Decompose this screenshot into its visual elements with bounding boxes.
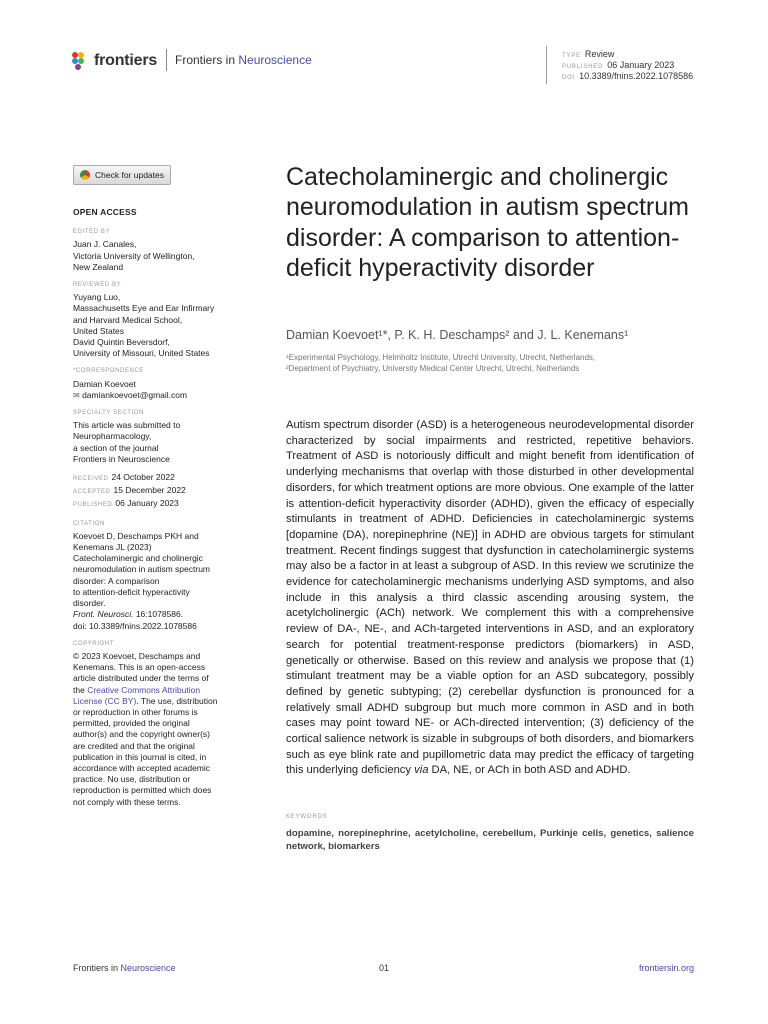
copyright-line: Kenemans. This is an open-access — [73, 662, 206, 673]
cc-license-link[interactable]: Creative Commons Attribution — [87, 684, 201, 695]
received-date: RECEIVED 24 October 2022 — [73, 472, 175, 483]
specialty-line: Neuropharmacology, — [73, 431, 152, 442]
article-title: Catecholaminergic and cholinergic neuromodulation in autism spectrum disorder: A comparison to attention-deficit hyperactivity disorder — [286, 163, 689, 282]
article-sidebar — [73, 207, 233, 808]
article-type: TYPE Review — [562, 49, 615, 59]
author-list[interactable]: Damian Koevoet¹*, P. K. H. Deschamps² and J. L. Kenemans¹ — [286, 328, 629, 342]
copyright-line: reproduction is permitted which does — [73, 785, 212, 796]
citation-doi[interactable]: doi: 10.3389/fnins.2022.1078586 — [73, 620, 197, 631]
citation-line: disorder. — [73, 598, 106, 609]
publisher-logo[interactable] — [72, 51, 157, 71]
copyright-line: article distributed under the terms of — [73, 673, 209, 684]
reviewer-line: University of Missouri, United States — [73, 348, 210, 359]
reviewer-line: Yuyang Luo, — [73, 292, 121, 303]
editor-line: Victoria University of Wellington, — [73, 250, 195, 261]
meta-divider — [546, 46, 547, 84]
edited-by-label: EDITED BY — [73, 229, 111, 236]
publish-date: PUBLISHED 06 January 2023 — [562, 60, 675, 70]
copyright-line: or reproduction in other forums is — [73, 706, 198, 717]
citation-line: neuromodulation in autism spectrum — [73, 564, 211, 575]
published-date: PUBLISHED 06 January 2023 — [73, 498, 179, 509]
publisher-name: frontiers — [94, 52, 158, 69]
abstract-text: Autism spectrum disorder (ASD) is a heterogeneous neurodevelopmental disorder characterized by social impairments and restricted, repetitive behaviors. Treatment of ASD is notoriously difficult and might benefit from identification of underlying mechanisms that overlap with those disturbed in other developmental disorders, for which treatment options are more obvious. One example of the latter is attention-deficit hyperactivity disorder (ADHD), given the efficacy of especially stimulants in treatment of ADHD. Deficiencies in catecholaminergic systems [dopamine (DA), norepinephrine (NE)] in ADHD are obvious targets for stimulant treatment. Recent findings suggest that dysfunction in catecholaminergic systems may also be a factor in at least a subgroup of ASD. In this review we scrutinize the evidence for catecholaminergic mechanisms underlying ASD symptoms, and also include in this analysis a third classic ascending arousing system, the acetylcholinergic (ACh) network. We complement this with a comprehensive review of DA-, NE-, and ACh-targeted interventions in ASD, and an exploratory search for potential treatment-response predictors (biomarkers) in ASD, genetically or otherwise. Based on this review and analysis we propose that (1) stimulant treatment may be a viable option for an ASD subcategory, possibly defined by genetic subtyping; (2) cerebellar dysfunction is pronounced for a relatively small ADHD subgroup but much more common in ASD and in both cases may point toward NE- or ACh-directed intervention; (3) deficiency of the cortical salience network is sizable in subgroups of both disorders, and biomarkers such as eye blink rate and pupillometric data may predict the efficacy of targeting this underlying deficiency via DA, NE, or ACh in both ASD and ADHD. — [286, 419, 694, 777]
check-for-updates-button[interactable]: Check for updates — [73, 165, 171, 185]
reviewer-line: Massachusetts Eye and Ear Infirmary — [73, 303, 215, 314]
cc-license-link[interactable]: License (CC BY) — [73, 695, 137, 706]
citation-line: Catecholaminergic and cholinergic — [73, 553, 203, 564]
keywords-list: dopamine, norepinephrine, acetylcholine, cerebellum, Purkinje cells, genetics, salience network, biomarkers — [286, 828, 694, 852]
envelope-icon: ✉ — [73, 390, 80, 400]
copyright-line: © 2023 Koevoet, Deschamps and — [73, 650, 201, 661]
citation-journal: Front. Neurosci. 16:1078586. — [73, 609, 184, 620]
citation-line: to attention-deficit hyperactivity — [73, 586, 190, 597]
copyright-line: author(s) and the copyright owner(s) — [73, 729, 211, 740]
citation-label: CITATION — [73, 520, 105, 527]
specialty-line: Frontiers in Neuroscience — [73, 453, 170, 464]
reviewed-by-label: REVIEWED BY — [73, 282, 122, 289]
page-number: 01 — [379, 963, 390, 973]
copyright-line: are credited and that the original — [73, 740, 195, 751]
keywords-label: KEYWORDS — [286, 814, 328, 820]
copyright-line: not comply with these terms. — [73, 796, 181, 807]
reviewer-line: David Quintin Beversdorf, — [73, 337, 170, 348]
copyright-line: License (CC BY). The use, distribution — [73, 695, 218, 706]
reviewer-line: United States — [73, 325, 125, 336]
copyright-line: the Creative Commons Attribution — [73, 684, 201, 695]
footer-site-link[interactable]: frontiersin.org — [638, 963, 694, 973]
affiliation-line: ²Department of Psychiatry, University Medical Center Utrecht, Utrecht, Netherlands — [286, 363, 580, 373]
journal-name[interactable]: Frontiers in Neuroscience — [166, 49, 312, 71]
copyright-line: practice. No use, distribution or — [73, 774, 191, 785]
citation-line: Koevoet D, Deschamps PKH and — [73, 530, 199, 541]
correspondence-email[interactable]: ✉ damiankoevoet@gmail.com — [73, 389, 188, 400]
footer-journal[interactable]: Frontiers in Neuroscience — [73, 963, 176, 973]
copyright-line: permitted, provided the original — [73, 718, 190, 729]
accepted-date: ACCEPTED 15 December 2022 — [73, 485, 186, 496]
open-access-label: OPEN ACCESS — [73, 207, 137, 217]
correspondence-name: Damian Koevoet — [73, 378, 136, 389]
specialty-line: a section of the journal — [73, 442, 159, 453]
citation-line: Kenemans JL (2023) — [73, 542, 152, 553]
copyright-line: publication in this journal is cited, in — [73, 751, 207, 762]
copyright-label: COPYRIGHT — [73, 640, 115, 647]
reviewer-line: and Harvard Medical School, — [73, 314, 183, 325]
frontiers-logo-icon — [72, 52, 90, 70]
correspondence-label: *CORRESPONDENCE — [73, 368, 145, 375]
affiliation-line: ¹Experimental Psychology, Helmholtz Institute, Utrecht University, Utrecht, Netherlands, — [286, 353, 596, 362]
editor-line: Juan J. Canales, — [73, 239, 137, 250]
citation-line: disorder: A comparison — [73, 575, 160, 586]
specialty-label: SPECIALTY SECTION — [73, 410, 144, 417]
specialty-line: This article was submitted to — [73, 420, 181, 431]
copyright-line: accordance with accepted academic — [73, 762, 211, 773]
article-doi[interactable]: DOI 10.3389/fnins.2022.1078586 — [562, 71, 694, 81]
affiliations — [286, 353, 595, 374]
editor-line: New Zealand — [73, 261, 124, 272]
crossmark-icon — [80, 170, 90, 180]
